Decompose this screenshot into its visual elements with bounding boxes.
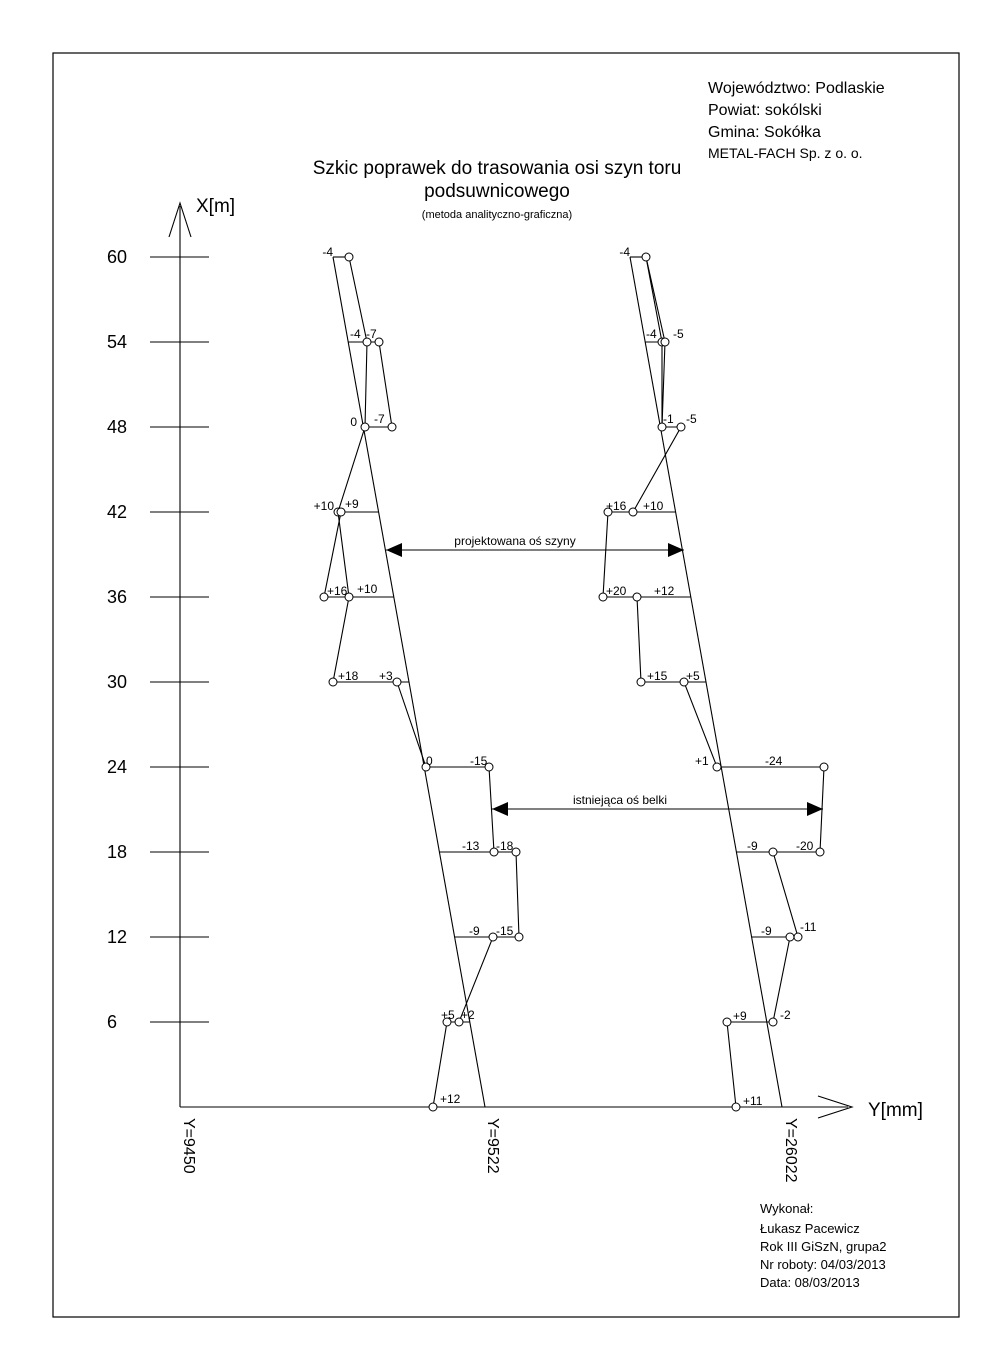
rail-left-correction-label: +10 bbox=[313, 499, 334, 513]
rail-right-traverse bbox=[599, 245, 828, 1111]
rail-right-correction-label: +15 bbox=[647, 669, 668, 683]
rail-right-survey-point bbox=[794, 933, 802, 941]
rail-right-survey-point bbox=[816, 848, 824, 856]
rail-right-correction-label: -9 bbox=[761, 924, 772, 938]
rail-left-correction-label: -4 bbox=[322, 245, 333, 259]
rail-left-correction-label: -15 bbox=[470, 754, 488, 768]
existing-axis-arrowhead-right bbox=[807, 802, 823, 816]
rail-right-survey-point bbox=[769, 1018, 777, 1026]
company-text: METAL-FACH Sp. z o. o. bbox=[708, 145, 863, 161]
rail-left-correction-label: +9 bbox=[345, 497, 359, 511]
rail-right-correction-label: -5 bbox=[686, 412, 697, 426]
x-tick-label: 6 bbox=[107, 1012, 118, 1032]
rail-right-correction-label: +1 bbox=[695, 754, 709, 768]
title-block bbox=[313, 158, 682, 221]
rail-right-survey-point bbox=[633, 593, 641, 601]
designed-axis-arrowhead-left bbox=[386, 543, 402, 557]
rail-right-correction-label: -1 bbox=[663, 412, 674, 426]
voivodeship-text: Województwo: Podlaskie bbox=[708, 80, 885, 97]
rail-left-survey-point bbox=[361, 423, 369, 431]
x-tick-label: 18 bbox=[107, 842, 128, 862]
rail-right-correction-label: -20 bbox=[796, 839, 814, 853]
rail-left-correction-label: +12 bbox=[440, 1092, 461, 1106]
existing-axis-label: istniejąca oś belki bbox=[572, 793, 668, 807]
rail-right-correction-label: +9 bbox=[733, 1009, 747, 1023]
rail-right-correction-label: +16 bbox=[606, 499, 627, 513]
rail-left-correction-label: -7 bbox=[374, 412, 385, 426]
commune-text: Gmina: Sokółka bbox=[708, 124, 821, 141]
title-subtitle: (metoda analityczno-graficzna) bbox=[421, 209, 573, 221]
y-axis-label: Y[mm] bbox=[868, 1100, 923, 1121]
x-tick-label: 36 bbox=[107, 587, 128, 607]
rail-left-correction-label: -15 bbox=[496, 924, 514, 938]
rail-right-survey-point bbox=[769, 848, 777, 856]
footer-group: Rok III GiSzN, grupa2 bbox=[760, 1239, 887, 1254]
rail-right-survey-point bbox=[642, 253, 650, 261]
footer-date: Data: 08/03/2013 bbox=[760, 1275, 860, 1290]
rail-right-survey-point bbox=[732, 1103, 740, 1111]
county-text: Powiat: sokólski bbox=[708, 102, 822, 119]
existing-axis-arrowhead-left bbox=[492, 802, 508, 816]
rail-left-survey-point bbox=[337, 508, 345, 516]
rail-right-correction-label: -5 bbox=[673, 327, 684, 341]
rail-left-correction-label: +18 bbox=[338, 669, 359, 683]
rail-left-survey-point bbox=[329, 678, 337, 686]
rail-left-survey-point bbox=[345, 253, 353, 261]
header-block bbox=[708, 80, 885, 161]
footer-block bbox=[760, 1201, 886, 1290]
rail-left-survey-point bbox=[429, 1103, 437, 1111]
rail-right-survey-point bbox=[661, 338, 669, 346]
y-marker-26022: Y=26022 bbox=[782, 1118, 799, 1183]
x-tick-label: 30 bbox=[107, 672, 128, 692]
x-tick-label: 42 bbox=[107, 502, 128, 522]
rail-right-survey-point bbox=[677, 423, 685, 431]
rail-left-correction-label: -7 bbox=[366, 327, 377, 341]
rail-right-correction-label: -24 bbox=[765, 754, 783, 768]
rail-left-correction-label: +5 bbox=[441, 1008, 455, 1022]
rail-right-survey-point bbox=[786, 933, 794, 941]
rail-right-correction-label: +12 bbox=[654, 584, 675, 598]
x-tick-label: 54 bbox=[107, 332, 128, 352]
footer-label: Wykonał: bbox=[760, 1201, 814, 1216]
existing-axis-dimension bbox=[492, 793, 823, 816]
rail-right-survey-point bbox=[637, 678, 645, 686]
rail-right-correction-label: -11 bbox=[800, 920, 817, 934]
rail-right-correction-label: +5 bbox=[686, 669, 700, 683]
y-marker-9522: Y=9522 bbox=[484, 1118, 501, 1174]
rail-left-survey-point bbox=[388, 423, 396, 431]
x-tick-label: 24 bbox=[107, 757, 128, 777]
x-axis-label: X[m] bbox=[196, 196, 236, 217]
rail-right-survey-point bbox=[713, 763, 721, 771]
rail-left-correction-label: +3 bbox=[379, 669, 393, 683]
x-tick-label: 12 bbox=[107, 927, 128, 947]
x-tick-label: 60 bbox=[107, 247, 128, 267]
rail-left-correction-label: -4 bbox=[350, 327, 361, 341]
rail-right-correction-label: -4 bbox=[619, 245, 630, 259]
designed-axis-dimension bbox=[386, 534, 684, 557]
rail-left-correction-label: 0 bbox=[350, 415, 357, 429]
title-line-1: Szkic poprawek do trasowania osi szyn toru bbox=[312, 158, 682, 179]
rail-right-correction-label: -4 bbox=[646, 327, 657, 341]
rail-left-survey-point bbox=[515, 933, 523, 941]
rail-left-correction-label: 0 bbox=[426, 754, 433, 768]
footer-author: Łukasz Pacewicz bbox=[760, 1221, 860, 1236]
designed-axis-label: projektowana oś szyny bbox=[454, 534, 576, 548]
rail-left-correction-label: -9 bbox=[469, 924, 480, 938]
x-tick-label: 48 bbox=[107, 417, 128, 437]
rail-left-correction-label: +2 bbox=[461, 1008, 475, 1022]
rail-left-correction-label: -13 bbox=[462, 839, 480, 853]
x-ticks bbox=[107, 247, 209, 1032]
rail-left-correction-label: -18 bbox=[496, 839, 514, 853]
rail-right-correction-label: -2 bbox=[780, 1008, 791, 1022]
rail-left-survey-point bbox=[393, 678, 401, 686]
axes bbox=[107, 196, 923, 1183]
rail-right-survey-point bbox=[723, 1018, 731, 1026]
rail-right-survey-point bbox=[820, 763, 828, 771]
rail-right-correction-label: +10 bbox=[643, 499, 664, 513]
footer-job-number: Nr roboty: 04/03/2013 bbox=[760, 1257, 886, 1272]
rail-right-correction-label: -9 bbox=[747, 839, 758, 853]
rail-left-traverse bbox=[314, 245, 523, 1111]
rail-right-correction-label: +11 bbox=[743, 1094, 763, 1108]
rail-right-traverse-line bbox=[603, 257, 824, 1107]
rail-left-correction-label: +10 bbox=[357, 582, 378, 596]
rail-right-survey-point bbox=[629, 508, 637, 516]
rail-right-correction-label: +20 bbox=[606, 584, 627, 598]
rail-left-correction-label: +16 bbox=[327, 584, 348, 598]
y-marker-9450: Y=9450 bbox=[180, 1118, 197, 1174]
title-line-2: podsuwnicowego bbox=[424, 181, 570, 202]
